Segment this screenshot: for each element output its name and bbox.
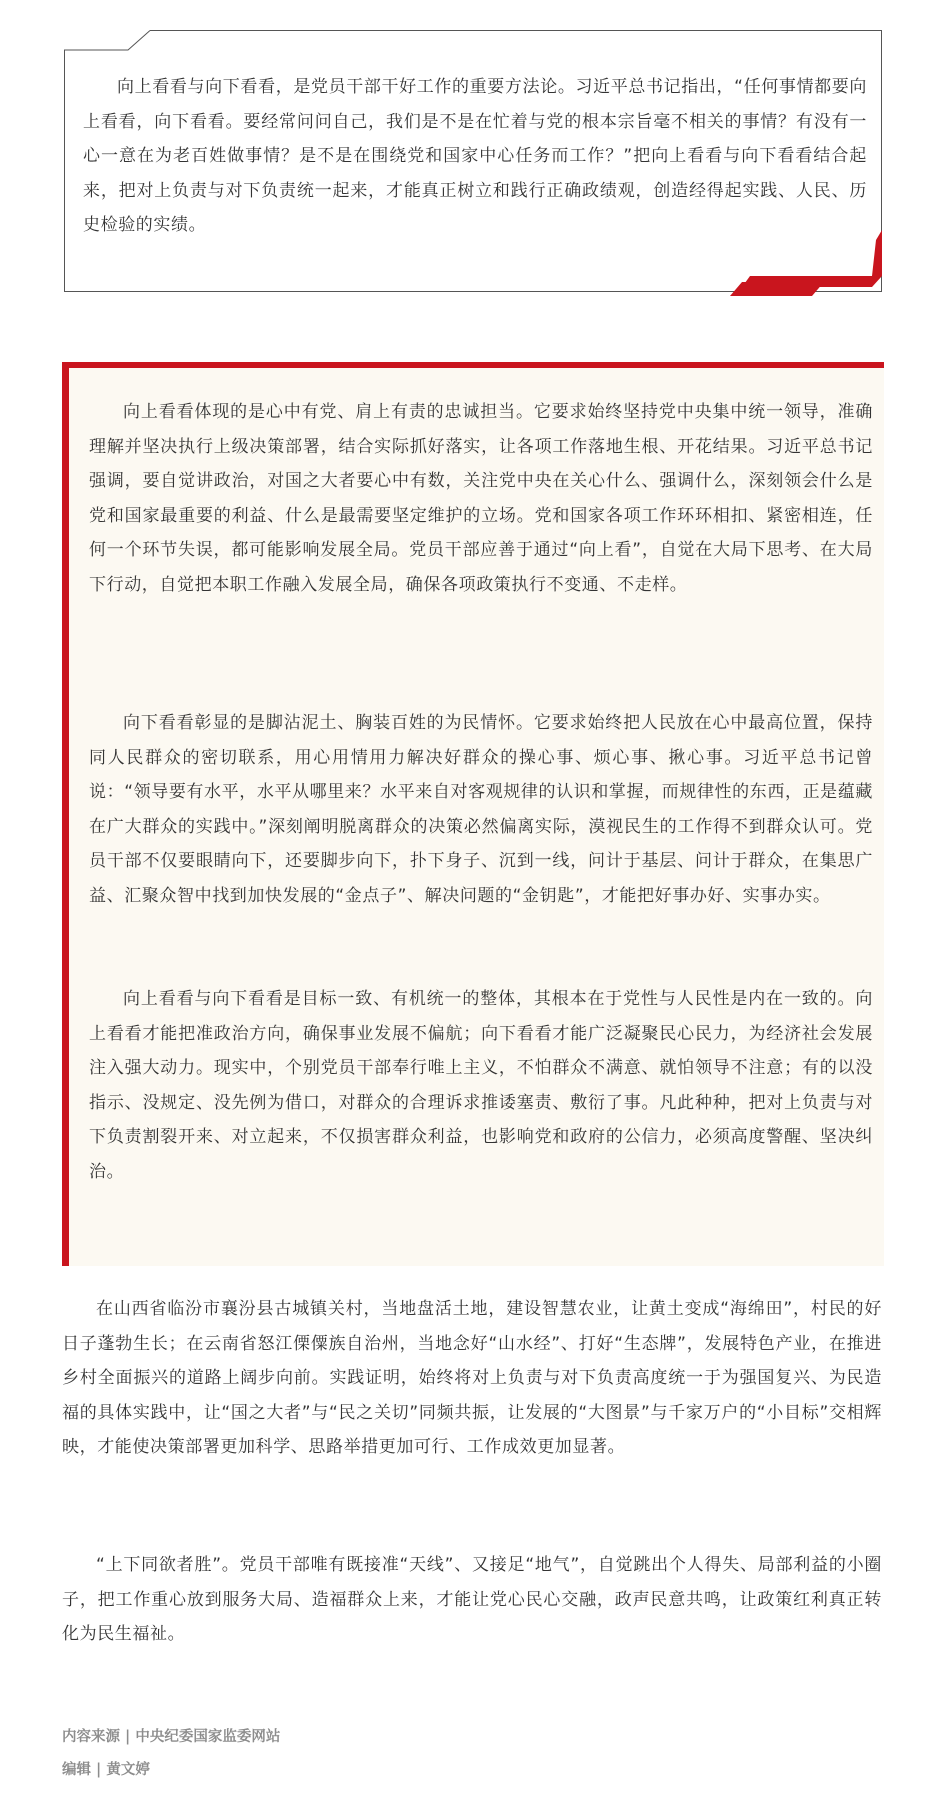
highlight-paragraph-2: 向下看看彰显的是脚沾泥土、胸装百姓的为民情怀。它要求始终把人民放在心中最高位置，保持同人民群众的密切联系，用心用情用力解决好群众的操心事、烦心事、揪心事。习近平总书记曾说：“领导要有水平，水平从哪里来？水平来自对客观规律的认识和掌握，而规律性的东西，正是蕴藏在广大群众的实践中。”深刻阐明脱离群众的决策必然偏离实际，漠视民生的工作得不到群众认可。党员干部不仅要眼睛向下，还要脚步向下，扑下身子、沉到一线，问计于基层、问计于群众，在集思广益、汇聚众智中找到加快发展的“金点子”、解决问题的“金钥匙”，才能把好事办好、实事办实。 [89,713,873,906]
highlight-panel [62,362,884,1266]
body-paragraph-1: 在山西省临汾市襄汾县古城镇关村，当地盘活土地，建设智慧农业，让黄土变成“海绵田”，村民的好日子蓬勃生长；在云南省怒江傈僳族自治州，当地念好“山水经”、打好“生态牌”，发展特色产业，在推进乡村全面振兴的道路上阔步向前。实践证明，始终将对上负责与对下负责高度统一于为强国复兴、为民造福的具体实践中，让“国之大者”与“民之关切”同频共振，让发展的“大图景”与千家万户的“小目标”交相辉映，才能使决策部署更加科学、思路举措更加可行、工作成效更加显著。 [62,1299,882,1457]
highlight-paragraph-3: 向上看看与向下看看是目标一致、有机统一的整体，其根本在于党性与人民性是内在一致的。向上看看才能把准政治方向，确保事业发展不偏航；向下看看才能广泛凝聚民心民力，为经济社会发展注入强大动力。现实中，个别党员干部奉行唯上主义，不怕群众不满意、就怕领导不注意；有的以没指示、没规定、没先例为借口，对群众的合理诉求推诿塞责、敷衍了事。凡此种种，把对上负责与对下负责割裂开来、对立起来，不仅损害群众利益，也影响党和政府的公信力，必须高度警醒、坚决纠治。 [89,989,873,1182]
quote-text: 向上看看与向下看看，是党员干部干好工作的重要方法论。习近平总书记指出，“任何事情都要向上看看，向下看看。要经常问问自己，我们是不是在忙着与党的根本宗旨毫不相关的事情？有没有一心一意在为老百姓做事情？是不是在围绕党和国家中心任务而工作？”把向上看看与向下看看结合起来，把对上负责与对下负责统一起来，才能真正树立和践行正确政绩观，创造经得起实践、人民、历史检验的实绩。 [83,77,867,235]
content-source: 内容来源 | 中央纪委国家监委网站 [62,1728,281,1745]
body-paragraph-2: “上下同欲者胜”。党员干部唯有既接准“天线”、又接足“地气”，自觉跳出个人得失、局部利益的小圈子，把工作重心放到服务大局、造福群众上来，才能让党心民心交融，政声民意共鸣，让政策红利真正转化为民生福祉。 [62,1555,882,1644]
highlight-paragraph-1: 向上看看体现的是心中有党、肩上有责的忠诚担当。它要求始终坚持党中央集中统一领导，准确理解并坚决执行上级决策部署，结合实际抓好落实，让各项工作落地生根、开花结果。习近平总书记强调，要自觉讲政治，对国之大者要心中有数，关注党中央在关心什么、强调什么，深刻领会什么是党和国家最重要的利益、什么是最需要坚定维护的立场。党和国家各项工作环环相扣、紧密相连，任何一个环节失误，都可能影响发展全局。党员干部应善于通过“向上看”，自觉在大局下思考、在大局下行动，自觉把本职工作融入发展全局，确保各项政策执行不变通、不走样。 [89,402,873,595]
quote-box [64,30,882,292]
editor-credit: 编辑 | 黄文婷 [62,1761,150,1778]
